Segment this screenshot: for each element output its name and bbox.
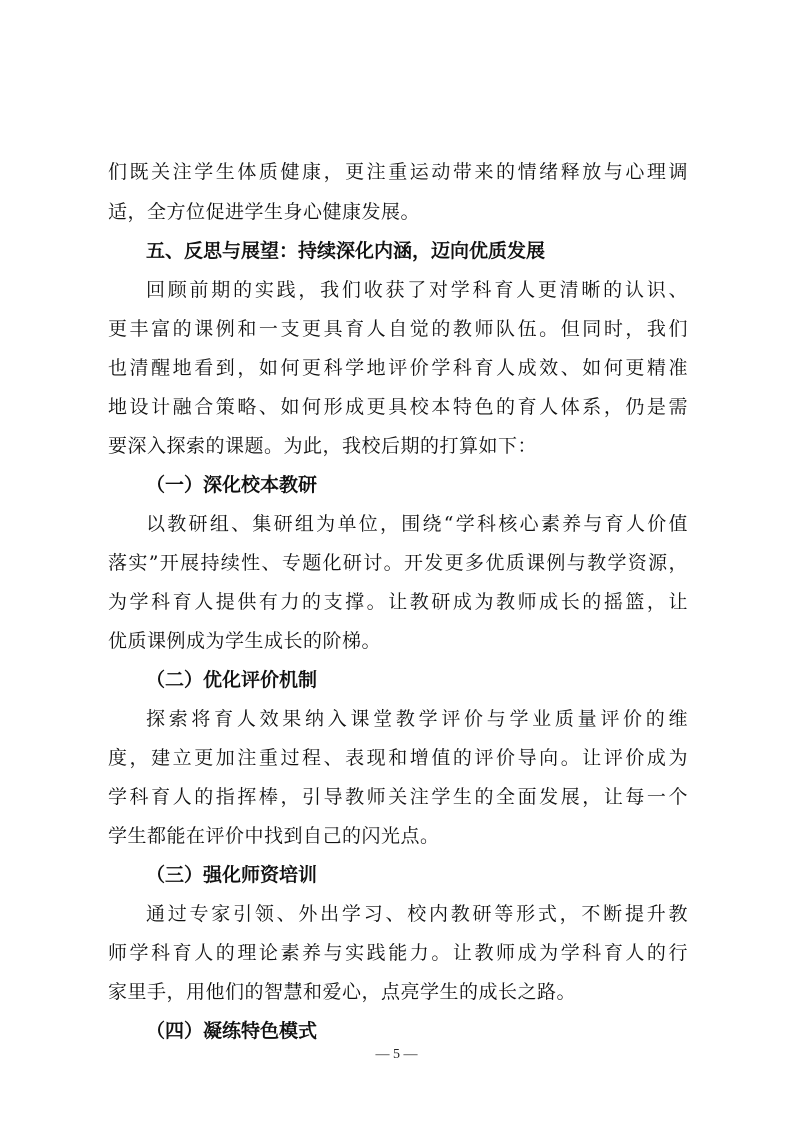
paragraph-line: 师学科育人的理论素养与实践能力。让教师成为学科育人的行 — [108, 942, 688, 964]
subsection-heading: （一）深化校本教研 — [146, 474, 318, 496]
paragraph-line: 学科育人的指挥棒，引导教师关注学生的全面发展，让每一个 — [108, 786, 688, 808]
subsection-heading: （三）强化师资培训 — [146, 864, 318, 886]
paragraph-line: 探索将育人效果纳入课堂教学评价与学业质量评价的维 — [146, 708, 688, 730]
subsection-heading: （四）凝练特色模式 — [146, 1020, 318, 1042]
section-heading: 五、反思与展望：持续深化内涵，迈向优质发展 — [146, 240, 546, 262]
paragraph-line: 更丰富的课例和一支更具育人自觉的教师队伍。但同时，我们 — [108, 318, 688, 340]
paragraph-line: 学生都能在评价中找到自己的闪光点。 — [108, 825, 440, 847]
paragraph-line: 们既关注学生体质健康，更注重运动带来的情绪释放与心理调 — [108, 161, 688, 183]
paragraph-line: 为学科育人提供有力的支撑。让教研成为教师成长的摇篮，让 — [108, 591, 688, 613]
paragraph-line: 优质课例成为学生成长的阶梯。 — [108, 630, 382, 652]
paragraph-line: 地设计融合策略、如何形成更具校本特色的育人体系，仍是需 — [108, 396, 688, 418]
page-number: — 5 — — [375, 1047, 418, 1062]
paragraph-line: 以教研组、集研组为单位，围绕“学科核心素养与育人价值 — [146, 513, 688, 535]
subsection-heading: （二）优化评价机制 — [146, 669, 318, 691]
paragraph-line: 也清醒地看到，如何更科学地评价学科育人成效、如何更精准 — [108, 357, 688, 379]
paragraph-line: 落实”开展持续性、专题化研讨。开发更多优质课例与教学资源， — [108, 552, 688, 574]
paragraph-line: 家里手，用他们的智慧和爱心，点亮学生的成长之路。 — [108, 981, 577, 1003]
paragraph-line: 回顾前期的实践，我们收获了对学科育人更清晰的认识、 — [146, 279, 688, 301]
paragraph-line: 适，全方位促进学生身心健康发展。 — [108, 201, 421, 223]
paragraph-line: 通过专家引领、外出学习、校内教研等形式，不断提升教 — [146, 903, 688, 925]
paragraph-line: 要深入探索的课题。为此，我校后期的打算如下： — [108, 435, 538, 457]
paragraph-line: 度，建立更加注重过程、表现和增值的评价导向。让评价成为 — [108, 747, 688, 769]
